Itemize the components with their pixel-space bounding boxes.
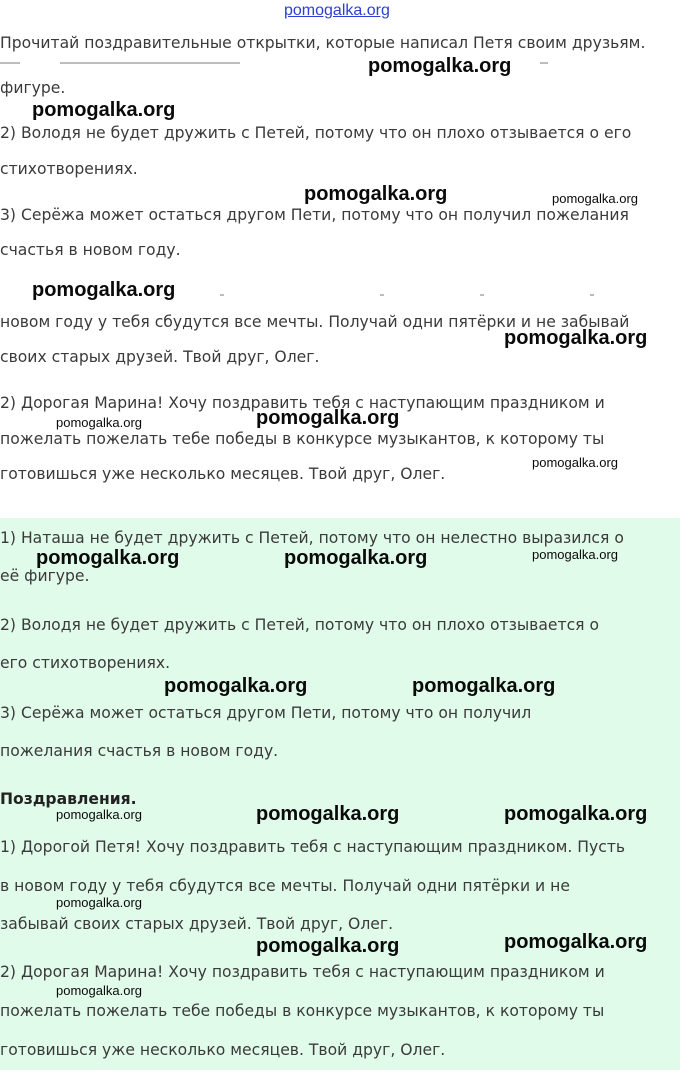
site-logo-link[interactable]: pomogalka.org	[284, 2, 390, 19]
watermark: pomogalka.org	[504, 931, 648, 953]
exercise-line: 2) Володя не будет дружить с Петей, потому что он плохо отзывается о его	[0, 124, 632, 142]
watermark: pomogalka.org	[256, 803, 400, 825]
watermark: pomogalka.org	[56, 415, 142, 430]
watermark: pomogalka.org	[56, 895, 142, 910]
cut-off-line	[590, 294, 594, 296]
watermark: pomogalka.org	[56, 807, 142, 822]
greeting-line: в новом году у тебя сбудутся все мечты. Получай одни пятёрки и не	[0, 877, 570, 895]
cut-off-line	[540, 62, 548, 64]
watermark: pomogalka.org	[368, 55, 512, 77]
answer-line: 2) Володя не будет дружить с Петей, потому что он плохо отзывается о	[0, 616, 600, 634]
cut-off-line	[60, 62, 240, 64]
watermark: pomogalka.org	[552, 191, 638, 206]
cut-off-line	[380, 294, 384, 296]
exercise-line: фигуре.	[0, 79, 66, 97]
answer-line: пожелания счастья в новом году.	[0, 742, 279, 760]
watermark: pomogalka.org	[256, 935, 400, 957]
watermark: pomogalka.org	[32, 99, 176, 121]
exercise-line: своих старых друзей. Твой друг, Олег.	[0, 348, 320, 366]
cut-off-line	[480, 294, 484, 296]
exercise-line: новом году у тебя сбудутся все мечты. Получай одни пятёрки и не забывай	[0, 313, 630, 331]
watermark: pomogalka.org	[284, 547, 428, 569]
exercise-line: 2) Дорогая Марина! Хочу поздравить тебя с наступающим праздником и	[0, 394, 605, 412]
greeting-line: забывай своих старых друзей. Твой друг, Олег.	[0, 915, 394, 933]
cut-off-line	[0, 62, 20, 64]
exercise-line: стихотворениях.	[0, 160, 138, 178]
watermark: pomogalka.org	[412, 675, 556, 697]
greeting-line: 1) Дорогой Петя! Хочу поздравить тебя с наступающим праздником. Пусть	[0, 838, 626, 856]
answer-line: 1) Наташа не будет дружить с Петей, потому что он нелестно выразился о	[0, 529, 624, 547]
exercise-line: 3) Серёжа может остаться другом Пети, потому что он получил пожелания	[0, 206, 629, 224]
watermark: pomogalka.org	[532, 547, 618, 562]
watermark: pomogalka.org	[504, 803, 648, 825]
answer-line: 3) Серёжа может остаться другом Пети, потому что он получил	[0, 704, 532, 722]
watermark: pomogalka.org	[304, 183, 448, 205]
exercise-line: пожелать пожелать тебе победы в конкурсе музыкантов, к которому ты	[0, 430, 605, 448]
watermark: pomogalka.org	[32, 279, 176, 301]
greeting-line: 2) Дорогая Марина! Хочу поздравить тебя с наступающим праздником и	[0, 963, 605, 981]
watermark: pomogalka.org	[532, 455, 618, 470]
exercise-line: готовишься уже несколько месяцев. Твой друг, Олег.	[0, 465, 446, 483]
greeting-line: готовишься уже несколько месяцев. Твой друг, Олег.	[0, 1041, 446, 1059]
watermark: pomogalka.org	[504, 327, 648, 349]
exercise-line: Прочитай поздравительные открытки, которые написал Петя своим друзьям.	[0, 34, 646, 52]
greetings-heading: Поздравления.	[0, 790, 137, 808]
exercise-line: счастья в новом году.	[0, 241, 181, 259]
watermark: pomogalka.org	[36, 547, 180, 569]
answer-line: её фигуре.	[0, 567, 90, 585]
watermark: pomogalka.org	[56, 983, 142, 998]
watermark: pomogalka.org	[164, 675, 308, 697]
watermark: pomogalka.org	[256, 407, 400, 429]
greeting-line: пожелать пожелать тебе победы в конкурсе музыкантов, к которому ты	[0, 1002, 605, 1020]
cut-off-line	[220, 294, 224, 296]
answer-line: его стихотворениях.	[0, 654, 171, 672]
